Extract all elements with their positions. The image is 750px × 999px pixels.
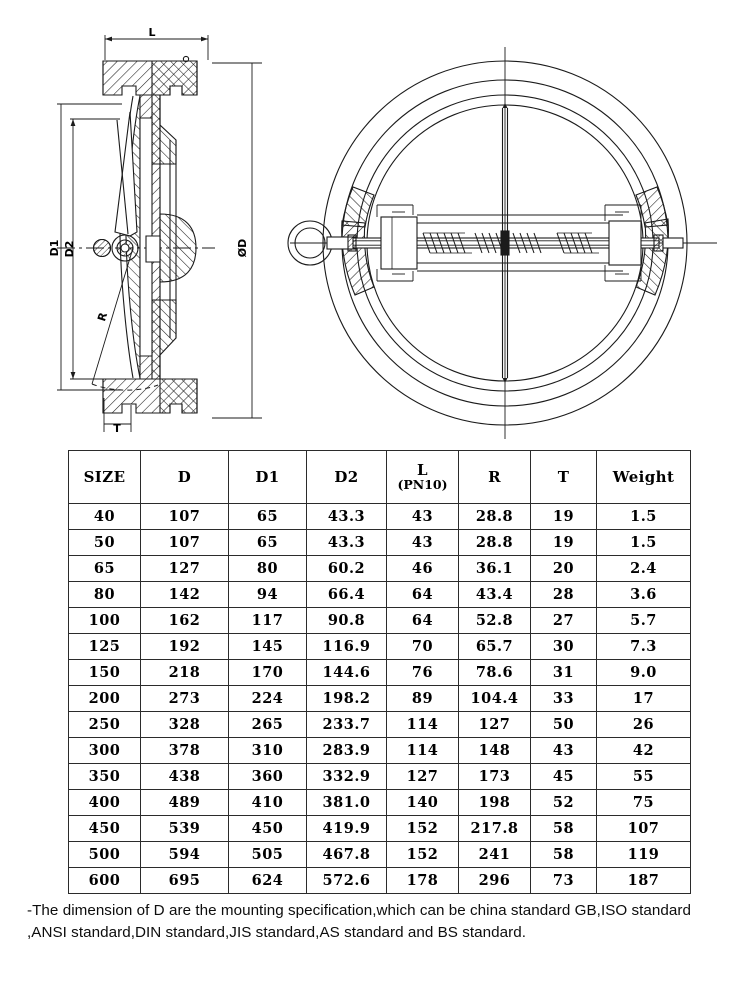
table-cell-d2: 467.8 <box>307 842 387 868</box>
table-cell-d1: 450 <box>229 816 307 842</box>
table-cell-t: 52 <box>531 790 597 816</box>
table-cell-d1: 224 <box>229 686 307 712</box>
column-header-t <box>531 451 597 504</box>
table-cell-l: 64 <box>387 582 459 608</box>
table-cell-l: 43 <box>387 504 459 530</box>
table-row <box>69 686 691 712</box>
table-row <box>69 530 691 556</box>
front-view <box>288 47 717 439</box>
label-D1: D1 <box>48 239 61 257</box>
table-cell-r: 104.4 <box>459 686 531 712</box>
table-cell-d: 695 <box>141 868 229 894</box>
table-cell-t: 58 <box>531 842 597 868</box>
column-header-d2-label: D2 <box>334 467 359 486</box>
table-cell-size: 200 <box>69 686 141 712</box>
table-cell-d2: 144.6 <box>307 660 387 686</box>
table-cell-d: 328 <box>141 712 229 738</box>
table-cell-size: 125 <box>69 634 141 660</box>
table-cell-d1: 410 <box>229 790 307 816</box>
dimension-L <box>105 35 208 60</box>
table-cell-d1: 310 <box>229 738 307 764</box>
table-cell-t: 33 <box>531 686 597 712</box>
table-cell-l: 76 <box>387 660 459 686</box>
label-OD: ØD <box>236 238 249 258</box>
table-cell-weight: 119 <box>597 842 691 868</box>
table-cell-l: 89 <box>387 686 459 712</box>
table-cell-size: 250 <box>69 712 141 738</box>
table-cell-weight: 3.6 <box>597 582 691 608</box>
table-row <box>69 816 691 842</box>
column-header-size-label: SIZE <box>83 467 126 486</box>
valve-dimension-table <box>68 450 691 894</box>
column-header-r-label: R <box>488 467 501 486</box>
table-cell-d: 107 <box>141 504 229 530</box>
table-cell-l: 64 <box>387 608 459 634</box>
column-header-l-label: L <box>417 460 428 479</box>
table-cell-r: 36.1 <box>459 556 531 582</box>
table-cell-t: 45 <box>531 764 597 790</box>
table-cell-d: 218 <box>141 660 229 686</box>
table-cell-l: 152 <box>387 842 459 868</box>
column-header-weight-label: Weight <box>612 467 675 486</box>
table-cell-size: 150 <box>69 660 141 686</box>
table-cell-r: 52.8 <box>459 608 531 634</box>
table-cell-d: 107 <box>141 530 229 556</box>
table-cell-size: 600 <box>69 868 141 894</box>
table-cell-d2: 66.4 <box>307 582 387 608</box>
table-cell-t: 28 <box>531 582 597 608</box>
table-cell-d2: 332.9 <box>307 764 387 790</box>
table-cell-size: 40 <box>69 504 141 530</box>
table-cell-size: 100 <box>69 608 141 634</box>
table-cell-t: 50 <box>531 712 597 738</box>
table-cell-d2: 572.6 <box>307 868 387 894</box>
table-cell-d2: 381.0 <box>307 790 387 816</box>
table-cell-r: 148 <box>459 738 531 764</box>
table-cell-r: 127 <box>459 712 531 738</box>
table-cell-d: 192 <box>141 634 229 660</box>
column-header-weight <box>597 451 691 504</box>
table-cell-size: 400 <box>69 790 141 816</box>
column-header-size <box>69 451 141 504</box>
table-row <box>69 582 691 608</box>
table-cell-weight: 9.0 <box>597 660 691 686</box>
table-cell-r: 78.6 <box>459 660 531 686</box>
standards-note: -The dimension of D are the mounting specification,which can be china standard GB,ISO standard ,ANSI standard,DIN standard,JIS standard,AS standard and BS standard. <box>27 902 692 941</box>
table-cell-t: 19 <box>531 504 597 530</box>
column-header-d1-label: D1 <box>255 467 280 486</box>
table-cell-d1: 360 <box>229 764 307 790</box>
table-cell-r: 241 <box>459 842 531 868</box>
table-cell-l: 70 <box>387 634 459 660</box>
column-header-t-label: T <box>557 467 570 486</box>
table-cell-l: 114 <box>387 712 459 738</box>
table-cell-t: 19 <box>531 530 597 556</box>
table-cell-d2: 60.2 <box>307 556 387 582</box>
table-cell-weight: 187 <box>597 868 691 894</box>
table-cell-l: 178 <box>387 868 459 894</box>
table-cell-weight: 7.3 <box>597 634 691 660</box>
table-cell-d1: 624 <box>229 868 307 894</box>
table-row <box>69 842 691 868</box>
table-cell-d1: 505 <box>229 842 307 868</box>
table-row <box>69 634 691 660</box>
section-view <box>57 35 262 432</box>
table-cell-d1: 94 <box>229 582 307 608</box>
table-row <box>69 738 691 764</box>
table-cell-t: 73 <box>531 868 597 894</box>
table-cell-t: 43 <box>531 738 597 764</box>
table-cell-l: 127 <box>387 764 459 790</box>
table-cell-weight: 107 <box>597 816 691 842</box>
table-cell-t: 58 <box>531 816 597 842</box>
hinge-shaft-assembly <box>348 205 683 281</box>
table-cell-d1: 80 <box>229 556 307 582</box>
table-cell-t: 27 <box>531 608 597 634</box>
table-cell-size: 50 <box>69 530 141 556</box>
table-cell-weight: 26 <box>597 712 691 738</box>
table-cell-d: 142 <box>141 582 229 608</box>
table-cell-d: 273 <box>141 686 229 712</box>
table-cell-weight: 2.4 <box>597 556 691 582</box>
table-cell-l: 43 <box>387 530 459 556</box>
table-row <box>69 764 691 790</box>
table-cell-size: 500 <box>69 842 141 868</box>
column-header-l-sublabel: (PN10) <box>397 477 448 493</box>
table-cell-r: 43.4 <box>459 582 531 608</box>
table-cell-l: 114 <box>387 738 459 764</box>
column-header-d1 <box>229 451 307 504</box>
table-cell-d2: 233.7 <box>307 712 387 738</box>
table-cell-weight: 17 <box>597 686 691 712</box>
column-header-d-label: D <box>177 467 192 486</box>
table-cell-size: 80 <box>69 582 141 608</box>
table-cell-d2: 116.9 <box>307 634 387 660</box>
table-cell-l: 140 <box>387 790 459 816</box>
table-row <box>69 712 691 738</box>
table-cell-r: 217.8 <box>459 816 531 842</box>
table-cell-r: 296 <box>459 868 531 894</box>
table-row <box>69 556 691 582</box>
label-L: L <box>148 26 156 39</box>
table-cell-l: 152 <box>387 816 459 842</box>
table-cell-d: 489 <box>141 790 229 816</box>
table-cell-weight: 42 <box>597 738 691 764</box>
table-cell-weight: 1.5 <box>597 504 691 530</box>
table-cell-l: 46 <box>387 556 459 582</box>
table-row <box>69 608 691 634</box>
table-cell-r: 65.7 <box>459 634 531 660</box>
table-cell-d1: 170 <box>229 660 307 686</box>
table-cell-d1: 265 <box>229 712 307 738</box>
column-header-r <box>459 451 531 504</box>
table-cell-r: 28.8 <box>459 530 531 556</box>
table-cell-d2: 43.3 <box>307 504 387 530</box>
table-cell-size: 350 <box>69 764 141 790</box>
table-cell-t: 30 <box>531 634 597 660</box>
table-cell-d1: 65 <box>229 504 307 530</box>
table-cell-d2: 283.9 <box>307 738 387 764</box>
table-row <box>69 504 691 530</box>
table-cell-d: 378 <box>141 738 229 764</box>
table-row <box>69 660 691 686</box>
table-cell-r: 198 <box>459 790 531 816</box>
table-cell-d1: 145 <box>229 634 307 660</box>
table-cell-r: 173 <box>459 764 531 790</box>
table-cell-d1: 117 <box>229 608 307 634</box>
table-cell-size: 300 <box>69 738 141 764</box>
label-R: R <box>95 310 111 323</box>
table-cell-weight: 5.7 <box>597 608 691 634</box>
label-D2: D2 <box>63 240 76 258</box>
technical-drawing <box>0 0 750 440</box>
table-cell-d2: 90.8 <box>307 608 387 634</box>
table-cell-d2: 419.9 <box>307 816 387 842</box>
table-cell-size: 450 <box>69 816 141 842</box>
table-cell-r: 28.8 <box>459 504 531 530</box>
table-cell-d1: 65 <box>229 530 307 556</box>
table-cell-d: 438 <box>141 764 229 790</box>
table-row <box>69 868 691 894</box>
table-header-row <box>69 451 691 504</box>
table-cell-d: 539 <box>141 816 229 842</box>
table-cell-d: 127 <box>141 556 229 582</box>
table-row <box>69 790 691 816</box>
table-cell-d: 594 <box>141 842 229 868</box>
table-body <box>69 504 691 894</box>
table-cell-d2: 198.2 <box>307 686 387 712</box>
table-cell-weight: 55 <box>597 764 691 790</box>
column-header-d <box>141 451 229 504</box>
table-cell-t: 31 <box>531 660 597 686</box>
table-cell-d: 162 <box>141 608 229 634</box>
column-header-l <box>387 451 459 504</box>
dimension-table-container <box>68 450 690 894</box>
table-cell-d2: 43.3 <box>307 530 387 556</box>
column-header-d2 <box>307 451 387 504</box>
table-cell-weight: 75 <box>597 790 691 816</box>
table-cell-size: 65 <box>69 556 141 582</box>
table-cell-t: 20 <box>531 556 597 582</box>
label-T: T <box>113 422 121 435</box>
table-cell-weight: 1.5 <box>597 530 691 556</box>
